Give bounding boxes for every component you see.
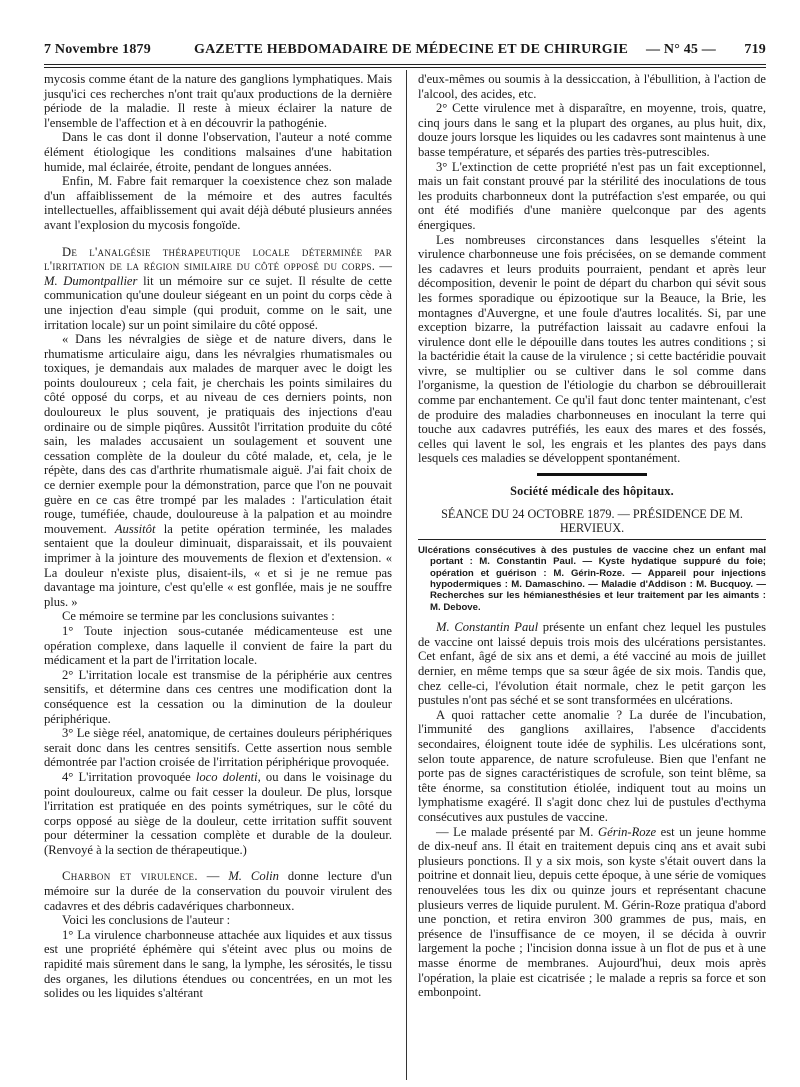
column-divider — [406, 70, 407, 1080]
session-rule — [418, 539, 766, 540]
charbon-conclusion-2: 2° Cette virulence met à disparaître, en moyenne, trois, quatre, cinq jours dans le sang et la plupart des organes, au plus huit, dix, douze jours lorsque les liquides ou les cadavres sont maintenus à une basse température, et séparés des parties très-putrescibles. — [418, 101, 766, 159]
quote-text: « Dans les névralgies de siège et de nature divers, dans le rhumatisme articulaire aigu, dans les névralgies rhumatismales ou toxiques, je demandais aux malades de marquer avec le doigt les points douloureux ; cela fait, je cherchais les points similaires du côté opposé du corps, et au niveau de ces derniers points, non douloureux le plus souvent, je pratiquais des injections d'eau ordinaire ou de simple piqûres. Aussitôt l'irritation produite du côté sain, les malades accusaient un soulagement et souvent une cessation complète de la douleur du côté malade, et, cela, je le répète, dans des cas d'arthrite rhumatismale aiguë. J'ai fait choix de ce dernier exemple pour la démonstration, parce que l'on ne pouvait guère en ce cas être trompé par les malades : l'articulation était rouge, tuméfiée, chaude, douloureuse à la palpation et au moindre mouvement. — [44, 332, 392, 536]
society-title: Société médicale des hôpitaux. — [510, 484, 674, 499]
header-page-number: 719 — [744, 42, 766, 57]
paul-paragraph — [418, 620, 766, 708]
paragraph: Les nombreuses circonstances dans lesquelles s'éteint la virulence charbonneuse une fois précisées, on se demande comment les cadavres et leurs produits pourraient, pendant et après leur décomposition, devenir le point de départ du charbon qui sévit sous les formes sporadique ou épizootique sur la Beauce, la Brie, les montagnes d'Auvergne, et une foule d'autres localités. Si, par une exception bizarre, la putréfaction laissait au cadavre enfoui la virulence dont elle le dépouille dans toutes les autres conditions ; si la bactéridie était la cause de la virulence ; si cette bactéridie pouvait vivre, se multiplier ou se cultiver dans le sol comme dans l'organisme, la question de l'étiologie du charbon se débrouillerait comme par enchantement. Ce qu'il faut donc tenter maintenant, c'est de produire des maladies charbonneuses en inoculant la terre qui touche aux cadavres putréfiés, les eaux des mares et des fossés, celles qui lavent le sol, les engrais et les plantes des pays dans lesquels ces maladies se développent spontanément. — [418, 232, 766, 466]
section-intro: lit un mémoire sur ce sujet. Il résulte de cette communication qu'une douleur siégeant en un point du corps cède à une injection d'eau simple (qui produit, comme on le sait, une irritation locale) sur un point similaire du côté opposé. — [44, 273, 393, 332]
paragraph-text: présente un enfant chez lequel les pustules de vaccine ont laissé depuis trois mois des ulcérations persistantes. Cet enfant, âgé de six ans et demi, a été vacciné au mois de juillet dernier, en même temps que sa sœur âgée de six mois. Tandis que, chez celle-ci, l'évolution était normale, chez le petit garçon les pustules n'ont pas séché et se sont transformées en ulcérations. — [418, 620, 766, 708]
author-name: M. Constantin Paul — [436, 620, 539, 635]
header-journal-title: GAZETTE HEBDOMADAIRE DE MÉDECINE ET DE CHIRURGIE — [194, 42, 629, 57]
page-header — [44, 42, 766, 64]
charbon-conclusion-1: 1° La virulence charbonneuse attachée aux liquides et aux tissus est une propriété éphémère qui s'éteint avec plus ou moins de rapidité mais sûrement dans le sang, la lymphe, les sérosités, le tissu des organes, les dilutions étendues ou concentrées, en un mot les solides ou les liquides s'altérant — [44, 927, 392, 1001]
paragraph: mycosis comme étant de la nature des ganglions lymphatiques. Mais jusqu'ici ces recherches n'ont trait qu'aux productions de la dernière période de la maladie. Il reste à mieux éclairer la nature de l'ensemble de l'affection et à en découvrir la pathogénie. — [44, 72, 392, 130]
summary-text: Ulcérations consécutives à des pustules de vaccine chez un enfant mal portant : M. Constantin Paul. — Kyste hydatique suppuré du foie; opération et guérison : M. Gérin-Roze. — Appareil pour injections hypodermiques : M. Damaschino. — Maladie d'Addison : M. Bucquoy. — Recherches sur les hémianesthésies et leur traitement par les aimants : M. Debove. — [418, 544, 766, 613]
section-analgesie: De l'analgésie thérapeutique locale déterminée par l'irritation de la région similaire du côté opposé du corps. — M. Dumontpallier lit un mémoire sur ce sujet. Il résulte de cette communication qu'une douleur siégeant en un point du corps cède à une injection d'eau simple (qui produit, comme on le sait, une irritation locale) sur un point similaire du côté opposé. — [44, 244, 393, 332]
session-summary — [418, 545, 766, 613]
quote-paragraph — [44, 332, 392, 609]
header-rule — [44, 64, 766, 65]
conclusion-text: 4° L'irritation provoquée — [62, 769, 191, 784]
section-charbon: Charbon et virulence. — M. Colin donne lecture d'un mémoire sur la durée de la conservation du pouvoir virulent des cadavres et des débris cadavériques charbonneux. — [44, 869, 393, 913]
paragraph: Ce mémoire se termine par les conclusions suivantes : — [62, 609, 335, 624]
section-title: De l'analgésie thérapeutique locale déterminée par l'irritation de la région similaire du côté opposé du corps. — [44, 244, 392, 274]
right-column — [418, 72, 766, 1000]
conclusion-1: 1° Toute injection sous-cutanée médicamenteuse est une opération complexe, dans laquelle il convient de faire la part du médicament et la part de l'irritation locale. — [44, 623, 392, 668]
spacer — [44, 233, 392, 245]
paragraph: d'eux-mêmes ou soumis à la dessiccation, à l'ébullition, à l'action de l'alcool, des acides, etc. — [418, 72, 766, 101]
section-intro: donne lecture d'un mémoire sur la durée de la conservation du pouvoir virulent des cadavres et des débris cadavériques charbonneux. — [44, 869, 393, 913]
header-rule-double — [44, 67, 766, 68]
emphasis: loco dolenti, — [195, 769, 261, 784]
author-name: M. Dumontpallier — [44, 273, 138, 288]
conclusion-3: 3° Le siège réel, anatomique, de certaines douleurs périphériques serait donc dans les centres sensitifs. Cette assertion nous semble démontrée par l'action croisée de l'irritation périphérique provoquée. — [44, 726, 392, 770]
left-column — [44, 72, 392, 1001]
conclusion-4 — [44, 770, 392, 858]
paragraph: Dans le cas dont il donne l'observation, l'auteur a noté comme élément étiologique les conditions malsaines d'une habitation humide, mal éclairée, étroite, pendant de longues années. — [44, 130, 392, 174]
emphasis: Aussitôt — [114, 521, 156, 536]
paragraph-text: — Le malade présenté par M. — [436, 824, 594, 839]
paragraph-text-end: est un jeune homme de dix-neuf ans. Il était en traitement depuis cinq ans et avait subi plusieurs ponctions. Il y a six mois, son kyste s'était ouvert dans la poitrine et donnait lieu, depuis cette époque, à une série de vomiques renouvelées tous les dix ou quinze jours et représentant chacune plusieurs verres de liquide purulent. M. Gérin-Roze pratiqua d'abord une ponction, et retira environ 300 grammes de pus, mais, en présence de l'insuffisance de ce moyen, il se décida à ouvrir largement la poche ; l'incision donna issue à un flot de pus et à une masse énorme de membranes. Aujourd'hui, deux mois après l'opération, la plaie est cicatrisée ; le malade a repris sa force et son embonpoint. — [418, 824, 766, 1000]
charbon-conclusion-3: 3° L'extinction de cette propriété n'est pas un fait exceptionnel, mais un fait constant prouvé par la stérilité des inoculations de tous les produits charbonneux dont la putréfaction s'est emparée, ou qui ont été modifiés d'une manière quelconque par des agents énergiques. — [418, 159, 766, 232]
header-issue-number: — N° 45 — — [645, 42, 716, 57]
conclusion-text-end: ou dans le voisinage du point douloureux, calme ou fait cesser la douleur. De plus, lorsque l'irritation est pratiquée en des points symétriques, sur le côté du corps opposé au siège de la douleur, cette irritation suffit souvent pour déterminer la cessation complète et durable de la douleur. (Renvoyé à la section de thérapeutique.) — [44, 769, 392, 857]
paragraph: A quoi rattacher cette anomalie ? La durée de l'incubation, l'immunité des ganglions axillaires, l'absence d'accidents secondaires, éloignent toute idée de syphilis. Les ulcérations sont, selon toute apparence, de nature scrofuleuse. Bien que l'enfant ne porte pas de signes caractéristiques de scrofule, son teint blême, sa tête énorme, sa constitution étiolée, indiquent tout au moins un lymphatisme exagéré. Il s'agit donc chez lui de pustules d'ecthyma consécutives aux pustules de vaccine. — [418, 707, 766, 824]
header-date: 7 Novembre 1879 — [44, 42, 151, 57]
paragraph: Enfin, M. Fabre fait remarquer la coexistence chez son malade d'un affaiblissement de la mémoire et des autres facultés intellectuelles, affaiblissement qui avait déjà débuté plusieurs années avant l'explosion du mycosis fongoïde. — [44, 174, 392, 232]
conclusion-2: 2° L'irritation locale est transmise de la périphérie aux centres sensitifs, et détermine dans ces centres une modification dont la conséquence est la cessation ou la diminution de la douleur périphérique. — [44, 667, 392, 726]
author-name: Gérin-Roze — [598, 824, 657, 839]
paragraph: Voici les conclusions de l'auteur : — [62, 913, 231, 928]
author-name: M. Colin — [228, 869, 279, 884]
session-heading: SÉANCE DU 24 OCTOBRE 1879. — PRÉSIDENCE DE M. HERVIEUX. — [441, 506, 743, 536]
quote-text-end: la petite opération terminée, les malades sentaient que la douleur diminuait, disparaissait, et ils pouvaient imprimer à la jointure des mouvements de flexion et d'extension. « La douleur n'existe plus, disaient-ils, « et si je ne remue pas davantage ma jointure, c'est qu'elle « est gonflée, mais je ne souffre plus. » — [44, 521, 392, 609]
section-title: Charbon et virulence. — [62, 869, 198, 884]
spacer — [44, 857, 392, 869]
section-separator — [537, 473, 647, 476]
gerin-roze-paragraph — [418, 825, 766, 1000]
